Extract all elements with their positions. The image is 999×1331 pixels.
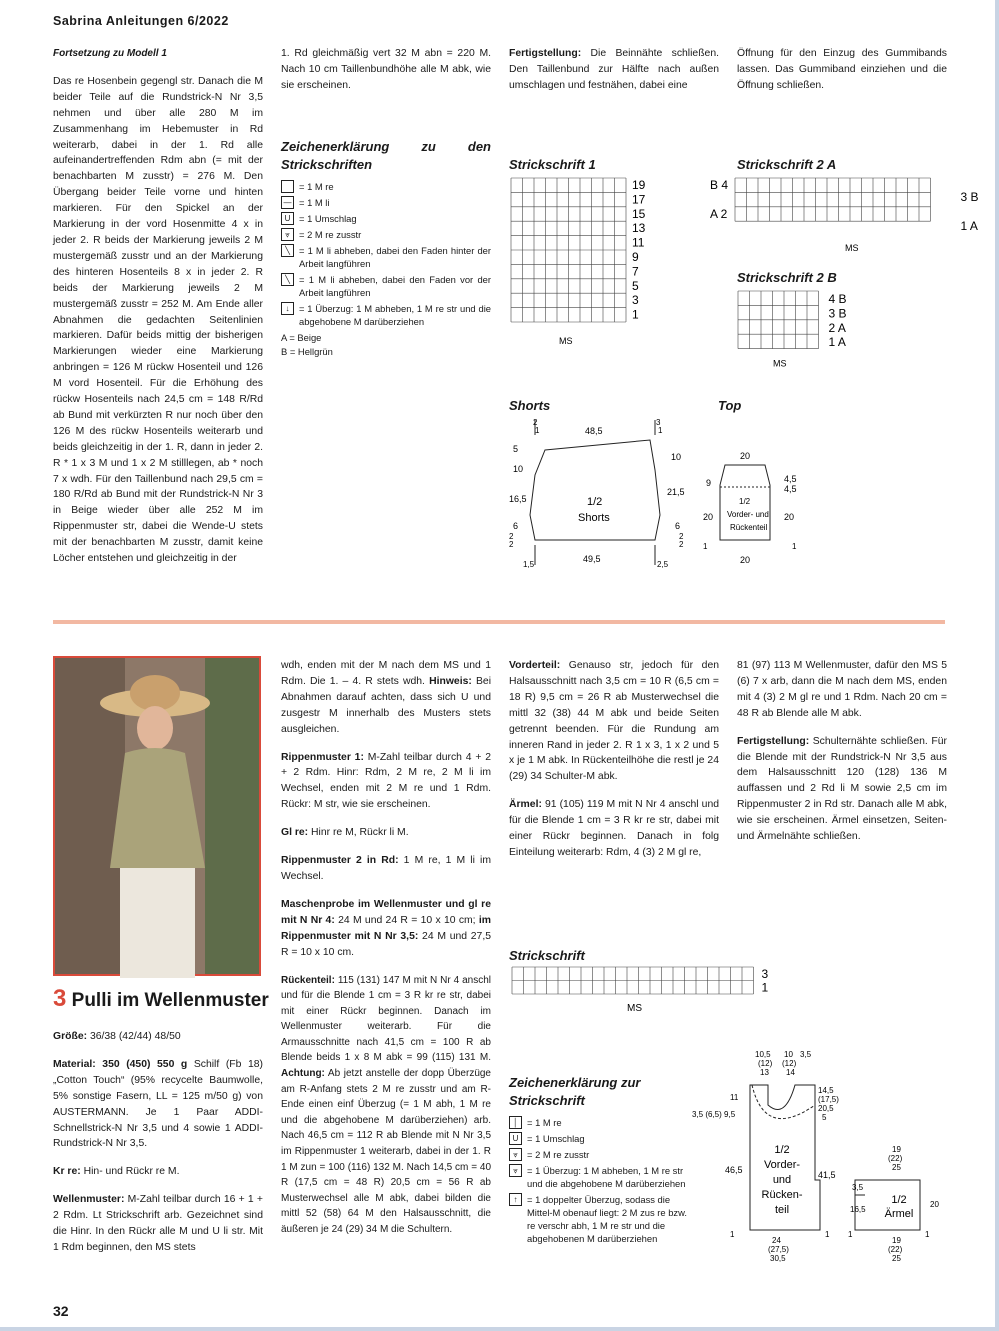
groesse-text: 36/38 (42/44) 48/50 [87, 1031, 181, 1042]
shorts-dim-r10: 10 [671, 452, 682, 462]
row-number: 3 [761, 967, 769, 981]
top-dim-l20: 20 [703, 512, 714, 522]
shorts-dim-bottom: 49,5 [583, 554, 601, 564]
sw-t1b: (12) [758, 1059, 773, 1068]
glre-label: Gl re: [281, 827, 309, 839]
bottom-col3 [509, 658, 719, 873]
legend-item [281, 196, 491, 209]
legend2-symbol-icon: U [509, 1132, 522, 1145]
legend-text: = 1 Überzug: 1 M abheben, 1 M re str und die abgehobene M darüberziehen [299, 302, 491, 327]
fertig3-label: Fertigstellung: [737, 735, 810, 747]
shorts-dim-r2a: 2 [679, 532, 684, 541]
sw-b275: (27,5) [768, 1245, 789, 1254]
knit-chart-2b [735, 288, 865, 368]
legend-title: Zeichenerklärung zu den Strickschriften [281, 138, 491, 172]
legend-item [281, 228, 491, 241]
legend-list [281, 180, 491, 328]
row-label-left: B 4 [710, 178, 729, 192]
continuation-title: Fortsetzung zu Modell 1 [53, 48, 167, 59]
sw-l1: 1 [730, 1230, 735, 1239]
bottom-col1 [53, 1029, 263, 1268]
top-label-3: Rückenteil [730, 523, 768, 532]
top-col1 [53, 46, 263, 567]
top-col3 [509, 46, 719, 94]
top-dim-r1: 1 [792, 542, 797, 551]
row-label: 1 A [828, 335, 846, 350]
ms-label: MS [773, 358, 787, 369]
row-number: 9 [632, 250, 639, 264]
top-dim-l1: 1 [703, 542, 708, 551]
row-label: 4 B [828, 292, 847, 306]
top-col2 [281, 46, 491, 359]
sw-t2c: 14 [786, 1068, 795, 1077]
legend-symbol-icon: U [281, 212, 294, 225]
legend-text: = 1 M li abheben, dabei den Faden hinter der Arbeit langführen [299, 244, 491, 269]
chart2b-title: Strickschrift 2 B [737, 270, 837, 285]
top-title: Top [718, 398, 742, 413]
legend-symbol-icon [281, 180, 294, 193]
legend-item [281, 180, 491, 193]
sl-b19: 19 [892, 1236, 901, 1245]
legend-item [281, 273, 491, 299]
shorts-title: Shorts [509, 398, 551, 413]
sw-r415: 41,5 [818, 1170, 836, 1180]
sl-25: 25 [892, 1163, 901, 1172]
legend2-text: = 1 Umschlag [527, 1133, 585, 1144]
model-photo [53, 656, 261, 976]
model-name: Pulli im Wellenmuster [71, 990, 269, 1011]
bottom-legend [509, 1074, 689, 1248]
shorts-dim-l2a: 2 [509, 532, 514, 541]
label-line: teil [774, 1204, 790, 1216]
c2-p1: wdh, enden mit der M nach dem MS und 1 Rdm. Die 1. – 4. R stets wdh. [281, 660, 491, 687]
legend-item [281, 212, 491, 225]
shorts-dim-r215: 21,5 [667, 487, 685, 497]
row-number: 3 [632, 293, 639, 308]
rip2-text: 1 M re, 1 M li im Wechsel. [281, 855, 491, 882]
row-number: 15 [632, 206, 646, 221]
page-header: Sabrina Anleitungen 6/2022 [53, 14, 229, 28]
sweater-schematic [690, 1045, 950, 1270]
legend-text: = 1 Umschlag [299, 212, 357, 224]
bottom-col2 [281, 658, 491, 1250]
achtung-text: Ab jetzt anstelle der dopp Überzüge am R-Anfang stets 2 M re zusstr und am R-Ende einen einf Überzug (= 1 M abh, 1 M re und die abgehobene M darüberziehen) arb. Nach 46,5 cm = 112 R ab Blende mit N Nr 3,5 im Rippenmuster 1 weiterarb, dabei in der 1. R 1 M zun = 100 (116) 132 M. Nach 14,5 cm = 40 R (17,5 cm = 48 R) 20,5 cm = 56 R ab Musterwechsel alle M abk, dabei bilden die mittl 52 (58) 64 M den Halsausschnitt, die äußeren je 24 (29) 34 M die Schultern. [281, 1068, 491, 1235]
sl-b25: 25 [892, 1254, 901, 1263]
shorts-dim-t1b: 1 [535, 426, 540, 435]
mp-label: Maschenprobe im Wellenmuster und gl re mit N Nr 4: [281, 898, 491, 926]
legend2-item [509, 1193, 689, 1245]
legend-text: = 1 M li abheben, dabei den Faden vor der Arbeit langführen [299, 273, 491, 298]
top-dim-r20: 20 [784, 512, 795, 522]
row-label: 2 A [828, 320, 846, 335]
groesse-label: Größe: [53, 1031, 88, 1042]
ms-label: MS [627, 1003, 642, 1014]
sl-b22: (22) [888, 1245, 903, 1254]
bottom-legend-list [509, 1116, 689, 1245]
shorts-dim-r2b: 2 [679, 540, 684, 549]
section-divider [53, 620, 945, 624]
row-number: 1 [761, 980, 769, 995]
row-number: 11 [632, 235, 645, 250]
sl-19: 19 [892, 1145, 901, 1154]
row-label: 3 B [828, 306, 847, 321]
wellen-text: M-Zahl teilbar durch 16 + 1 + 2 Rdm. Lt Strickschrift arb. Gezeichnet sind die Hinr. In den Rückr alle M und U li str. Mit 1 Rdm beginnen, den MS stets [53, 1194, 263, 1253]
legend-item [281, 302, 491, 328]
body-label [762, 1144, 803, 1216]
legend2-item [509, 1116, 689, 1129]
wellen-label: Wellenmuster: [53, 1194, 125, 1206]
sl-35: 3,5 [852, 1183, 864, 1192]
legend-text: = 1 M re [299, 180, 334, 192]
sw-b305: 30,5 [770, 1254, 786, 1263]
row-number: 13 [632, 221, 646, 236]
top-schematic [700, 445, 810, 570]
bottom-legend-title: Zeichenerklärung zur Strickschrift [509, 1075, 641, 1108]
legend-symbol-icon: ↓ [281, 302, 294, 315]
legend2-item [509, 1164, 689, 1190]
legend2-item [509, 1148, 689, 1161]
legend2-text: = 2 M re zusstr [527, 1149, 590, 1160]
sw-r1: 1 [825, 1230, 830, 1239]
top-dim-r45a: 4,5 [784, 474, 797, 484]
legend-symbol-icon: ╲ [281, 273, 294, 286]
legend2-symbol-icon: │ [509, 1116, 522, 1129]
shorts-dim-t2: 2 [533, 418, 538, 427]
legend2-text: = 1 doppelter Überzug, sodass die Mittel-M obenauf liegt: 2 M zus re bzw. re verschr abh, 1 M re str und die abgehobenen M darüberziehen [527, 1194, 687, 1244]
wave-chart [507, 965, 777, 1015]
top-dim-l9: 9 [706, 478, 712, 488]
sl-1r: 1 [925, 1230, 930, 1239]
shorts-schematic [505, 415, 700, 575]
knit-chart-1 [507, 175, 657, 345]
shorts-dim-top: 48,5 [585, 426, 603, 436]
shorts-dim-r6: 6 [675, 521, 681, 531]
sw-r175: (17,5) [818, 1095, 839, 1104]
legend2-symbol-icon: ↑ [509, 1193, 522, 1206]
mp2-text: 24 M und 27,5 R = 10 x 10 cm. [281, 930, 491, 958]
sl-165: 16,5 [850, 1205, 866, 1214]
material-text: Schilf (Fb 18) „Cotton Touch“ (95% recycelte Baumwolle, 5% sonstige Fasern, LL = 125 m/50 g) von AUSTERMANN. Je 1 Paar ADDI-Schnellstrick-N Nr 3,5 und 4 sowie 1 ADDI-Rundstrick-N Nr 3,5. [53, 1058, 263, 1150]
glre-text: Hinr re M, Rückr li M. [308, 827, 409, 839]
sw-t1c: 13 [760, 1068, 769, 1077]
row-number: 7 [632, 264, 639, 279]
shorts-label-2: Shorts [578, 512, 610, 524]
model-number: 3 [53, 985, 67, 1012]
legend2-text: = 1 M re [527, 1117, 562, 1128]
top-dim-bottom: 20 [740, 555, 751, 565]
sl-20: 20 [930, 1200, 939, 1209]
mp1-text: 24 M und 24 R = 10 x 10 cm; [334, 914, 476, 926]
sw-r145: 14,5 [818, 1086, 834, 1095]
sw-l35: 3,5 (6,5) 9,5 [692, 1110, 736, 1119]
top-col4 [737, 46, 947, 94]
col1-text: Das re Hosenbein gegengl str. Danach die M beider Teile auf die Rundstrick-N Nr 3,5 nehmen und über alle 280 M im Zusammenhang im Hebemuster in Rd weiterarb, dabei in der 1. Rd alle aufeinandertreffenden Rdm abn (= mit der benachbarten M zusstr) = 276 M. Den Übergang beider Teile vorne und hinten markieren. Für den Spickel an der Markierung in der vord Hosenmitte 4 x in jeder 2. R beids der Markierung jeweils 2 M mustergemäß zusstr und an der Markierung des hinteren Hosenteils 8 x in jeder 2. R beids der Markierung jeweils 2 M mustergemäß zusstr = 252 M. Am Ende aller Abnahmen die gedachten Seitenlinien markieren. Dafür beids mittig der bisherigen Markierungen wieder eine Markierung anbringen = 126 M rückw Hosenteil und 126 M vord Hosenteil. Für die Erhöhung des rückw Hosenteils nach 24,5 cm = 148 R/Rd ab Bund mit verkürzten R nur noch über den 126 M des rückw Hosenteils weiterarb und beids gleichzeitig in der 1. R, dann in jeder 2. R * 1 x 3 M und 1 x 2 M stilllegen, ab * noch 7 x wdh. Für den Taillenbund nach 29,5 cm = 180 R/Rd ab Bund mit der Rundstrick-N Nr 3 in Beige wieder über alle 252 M im Rippenmuster str, dabei die Wende-U stets mit der benachbarten M zusstr, damit keine Löcher entstehen und gleichzeitig in der [53, 75, 263, 565]
sw-l465: 46,5 [725, 1165, 743, 1175]
aermel-label: Ärmel: [509, 799, 542, 811]
achtung-label: Achtung: [281, 1068, 325, 1080]
sw-r5: 5 [822, 1113, 827, 1122]
sw-t2b: (12) [782, 1059, 797, 1068]
row-number: 5 [632, 278, 639, 293]
top-label-1: 1/2 [739, 497, 751, 506]
row-number: 17 [632, 192, 646, 207]
legend-colors: A = Beige B = Hellgrün [281, 331, 333, 357]
krre-text: Hin- und Rückr re M. [80, 1166, 180, 1178]
label-line: 1/2 [774, 1144, 790, 1156]
sl-1l: 1 [848, 1230, 853, 1239]
shorts-dim-l6: 6 [513, 521, 519, 531]
legend2-text: = 1 Überzug: 1 M abheben, 1 M re str und die abgehobene M darüberziehen [527, 1165, 686, 1189]
shorts-dim-t1: 1 [658, 426, 663, 435]
sw-t1: 10,5 [755, 1050, 771, 1059]
bottom-col4 [737, 658, 947, 857]
model-title [53, 985, 269, 1013]
row-label-right: 1 A [960, 218, 978, 233]
shorts-dim-l165: 16,5 [509, 494, 527, 504]
legend-symbol-icon: — [281, 196, 294, 209]
sw-t2: 10 [784, 1050, 793, 1059]
hinweis-label: Hinweis: [429, 675, 472, 687]
shorts-dim-l10: 10 [513, 464, 524, 474]
row-number: 1 [632, 307, 639, 322]
page-number: 32 [53, 1303, 69, 1319]
label-line: Ärmel [884, 1208, 914, 1220]
fertig-label: Fertigstellung: [509, 48, 582, 59]
shorts-dim-t3: 3 [656, 418, 661, 427]
knit-chart-2a [705, 175, 979, 260]
aermel-text: 91 (105) 119 M mit N Nr 4 anschl und für die Blende 1 cm = 3 R kr re str, dabei mit einer Rückr beginnen. Danach in folg Einteilung weiterarb: Rdm, 4 (3) 2 M gl re, [509, 799, 719, 858]
photo-illustration [55, 658, 259, 974]
sl-22: (22) [888, 1154, 903, 1163]
row-label-right: 3 B [960, 190, 979, 204]
row-number: 19 [632, 178, 646, 192]
rip1-label: Rippenmuster 1: [281, 751, 364, 763]
legend2-item [509, 1132, 689, 1145]
legend-symbol-icon: ╲ [281, 244, 294, 257]
vorder-text: Genauso str, jedoch für den Halsausschnitt nach 3,5 cm = 10 R (6,5 cm = 18 R) 9,5 cm = 26 R ab Musterwechsel die mittl 32 (38) 44 M abk und beide Seiten getrennt beenden. Für die Rundung am inneren Rand in jeder 2. R 1 x 3, 1 x 2 und 5 x je 1 M abk. In Rückenteilhöhe die restl je 24 (29) 34 Schulter-M abk. [509, 660, 719, 783]
top-dim-r45b: 4,5 [784, 484, 797, 494]
legend-text: = 2 M re zusstr [299, 228, 362, 240]
legend-item [281, 244, 491, 270]
mp2-label: im Rippenmuster mit N Nr 3,5: [281, 914, 491, 942]
col2-text: 1. Rd gleichmäßig vert 32 M abn = 220 M. Nach 10 cm Taillenbundhöhe alle M abk, wie sie erscheinen. [281, 48, 491, 91]
sleeve-label [885, 1194, 914, 1220]
legend-text: = 1 M li [299, 196, 330, 208]
material-label: Material: 350 (450) 550 g [53, 1058, 188, 1070]
label-line: Vorder- [763, 1159, 801, 1171]
page-border-right [995, 0, 999, 1331]
fertig-text: Die Beinnähte schließen. Den Taillenbund zur Hälfte nach außen umschlagen und festnähen, dabei eine [509, 48, 719, 91]
page-border-bottom [0, 1327, 999, 1331]
shorts-dim-l5: 5 [513, 444, 519, 454]
legend-symbol-icon: ⩔ [281, 228, 294, 241]
rip1-text: M-Zahl teilbar durch 4 + 2 + 2 Rdm. Hinr: Rdm, 2 M re, 2 M li im Wechsel, enden mit 2 M re und 1 Rdm. Rückr: M str, wie sie erscheinen. [281, 751, 491, 811]
sw-b24: 24 [772, 1236, 781, 1245]
ms-label: MS [845, 243, 859, 253]
rueck-label: Rückenteil: [281, 974, 335, 986]
krre-label: Kr re: [53, 1166, 81, 1178]
ms-label: MS [559, 336, 573, 346]
shorts-dim-b25: 2,5 [657, 560, 669, 569]
shorts-dim-l2b: 2 [509, 540, 514, 549]
fertig3-text: Schulternähte schließen. Für die Blende mit der Rundstrick-N Nr 3,5 aus dem Halsausschnitt 120 (128) 136 M auffassen und 2 Rd li M sowie 2,5 cm im Rippenmuster 2 in Rd str. Danach alle M abk, wie sie erscheinen. Ärmel einsetzen, Seiten- und Ärmelnähte schließen. [737, 735, 947, 843]
shorts-dim-b15: 1,5 [523, 560, 535, 569]
vorder-label: Vorderteil: [509, 660, 561, 671]
wave-chart-title: Strickschrift [509, 948, 585, 963]
legend2-symbol-icon: ⩔ [509, 1148, 522, 1161]
label-line: und [772, 1174, 792, 1186]
row-label-left: A 2 [710, 206, 728, 221]
hinweis-text: Bei Abnahmen darauf achten, dass sich U und zusgestr M innerhalb des Musters stets ausgleichen. [281, 675, 492, 735]
sw-l11: 11 [730, 1093, 739, 1102]
sw-t3: 3,5 [800, 1050, 812, 1059]
legend2-symbol-icon: ⩔ [509, 1164, 522, 1177]
label-line: 1/2 [891, 1194, 907, 1206]
legend-block [281, 138, 491, 359]
col4-text: Öffnung für den Einzug des Gummibands lassen. Das Gummiband einziehen und die Öffnung schließen. [737, 48, 947, 91]
rueck-text: 115 (131) 147 M mit N Nr 4 anschl und für die Blende 1 cm = 3 R kr re str, dabei mit einer Rückr beginnen. Danach im Wellenmuster weiterarb. Für die Armausschnitte nach 41,5 cm = 100 R ab Blende beids 1 x 8 M abk = 99 (115) 131 M. [281, 974, 491, 1064]
sw-r205: 20,5 [818, 1104, 834, 1113]
top-dim-top: 20 [740, 451, 751, 461]
chart2a-title: Strickschrift 2 A [737, 157, 837, 172]
shorts-label-1: 1/2 [587, 496, 603, 508]
c4-p1: 81 (97) 113 M Wellenmuster, dafür den MS 5 (6) 7 x arb, dann die M nach dem MS, enden mit 4 (3) 2 M gl re und 1 Rdm. Nach 20 cm = 48 R ab Blende alle M abk. [737, 660, 947, 719]
label-line: Rücken- [761, 1189, 803, 1201]
chart1-title: Strickschrift 1 [509, 157, 596, 172]
top-label-2: Vorder- und [727, 510, 769, 519]
rip2-label: Rippenmuster 2 in Rd: [281, 855, 399, 867]
